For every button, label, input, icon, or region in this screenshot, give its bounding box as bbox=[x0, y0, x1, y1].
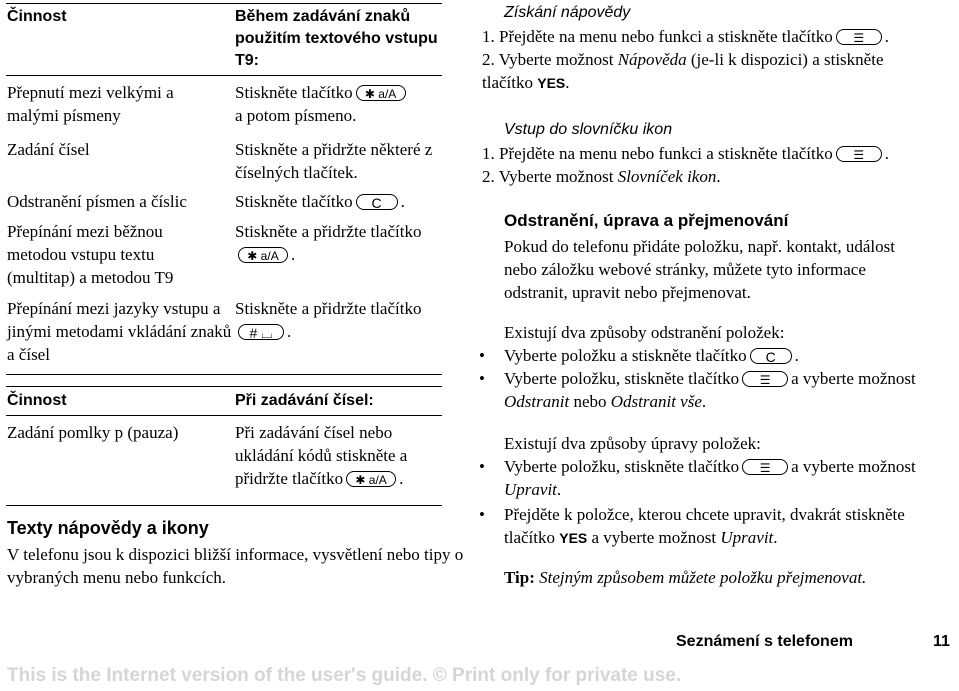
dict-heading: Vstup do slovníčku ikon bbox=[504, 121, 673, 138]
clear-key-icon: C bbox=[356, 194, 398, 210]
table1-header-right: Během zadávání znaků použitím textového vstupu T9: bbox=[235, 8, 438, 69]
tip-label: Tip: bbox=[504, 568, 535, 587]
edit-heading: Odstranění, úprava a přejmenování bbox=[504, 211, 789, 230]
list-item: • Vyberte položku, stiskněte tlačítko ☰ a vyberte možnost Odstranit nebo Odstranit vše. bbox=[479, 369, 916, 411]
table2-header-right: Při zadávání čísel: bbox=[235, 392, 374, 409]
edit-intro: Pokud do telefonu přidáte položku, např. kontakt, událost nebo záložku webové stránky, můžete tyto informace odstranit, upravit nebo přejmenovat. bbox=[504, 237, 895, 302]
table2-row1-right: Při zadávání čísel nebo ukládání kódů stiskněte a přidržte tlačítko ✱ a/A . bbox=[235, 423, 408, 488]
edit-intro-2: Existují dva způsoby úpravy položek: bbox=[504, 434, 761, 453]
table1-row3-left: Odstranění písmen a číslic bbox=[7, 192, 187, 211]
table2-top-rule bbox=[6, 386, 442, 387]
table1-row1-right: Stiskněte tlačítko ✱ a/A a potom písmeno. bbox=[235, 81, 450, 127]
table1-row4-right: Stiskněte a přidržte tlačítko✱ a/A . bbox=[235, 222, 422, 264]
tip bbox=[504, 566, 954, 589]
delete-intro: Existují dva způsoby odstranění položek: bbox=[504, 323, 785, 342]
star-aA-key-icon: ✱ a/A bbox=[346, 471, 396, 487]
table1-top-rule bbox=[6, 3, 442, 4]
table1-row5-left: Přepínání mezi jazyky vstupu a jinými metodami vkládání znaků a čísel bbox=[7, 299, 232, 364]
star-aA-key-icon: ✱ a/A bbox=[238, 247, 288, 263]
tip-text: Stejným způsobem můžete položku přejmenovat. bbox=[539, 568, 867, 587]
dict-step-2: 2. Vyberte možnost Slovníček ikon. bbox=[482, 167, 721, 186]
table1-header-left: Činnost bbox=[7, 8, 67, 25]
menu-key-icon: ☰ bbox=[836, 146, 882, 162]
clear-key-icon: C bbox=[750, 348, 792, 364]
table1-header-rule bbox=[6, 75, 442, 76]
menu-key-icon: ☰ bbox=[836, 29, 882, 45]
help-step-1: 1. Přejděte na menu nebo funkci a stiskněte tlačítko ☰ . bbox=[482, 27, 890, 46]
table1-row2-left: Zadání čísel bbox=[7, 140, 90, 159]
table1-row2-right: Stiskněte a přidržte některé z číselných tlačítek. bbox=[235, 140, 433, 182]
table2-bottom-rule bbox=[6, 505, 442, 506]
dict-step-1: 1. Přejděte na menu nebo funkci a stiskněte tlačítko ☰ . bbox=[482, 144, 890, 163]
help-section-body: V telefonu jsou k dispozici bližší informace, vysvětlení nebo tipy o vybraných menu nebo funkcích. bbox=[7, 545, 464, 587]
table1-bottom-rule bbox=[6, 374, 442, 375]
table2-header-rule bbox=[6, 415, 442, 416]
edit-list bbox=[479, 455, 957, 550]
table1-row5-right: Stiskněte a přidržte tlačítko# ⌴ . bbox=[235, 299, 422, 342]
help-step-2: 2. Vyberte možnost Nápověda (je-li k dispozici) a stiskněte tlačítko YES. bbox=[482, 50, 884, 92]
menu-key-icon: ☰ bbox=[742, 371, 788, 387]
table2-header-left: Činnost bbox=[7, 392, 67, 409]
table1-row4-left: Přepínání mezi běžnou metodou vstupu textu (multitap) a metodou T9 bbox=[7, 222, 174, 287]
menu-key-icon: ☰ bbox=[742, 459, 788, 475]
delete-list bbox=[479, 344, 957, 413]
footer-watermark: This is the Internet version of the user's guide. © Print only for private use. bbox=[7, 665, 682, 686]
table2-row1-left: Zadání pomlky p (pauza) bbox=[7, 423, 179, 442]
help-section-heading: Texty nápovědy a ikony bbox=[7, 518, 209, 538]
list-item: • Vyberte položku, stiskněte tlačítko ☰ a vyberte možnost Upravit. bbox=[479, 457, 916, 499]
list-item: • Vyberte položku a stiskněte tlačítko C . bbox=[479, 346, 799, 366]
table1-row1-left: Přepnutí mezi velkými a malými písmeny bbox=[7, 83, 174, 125]
help-heading: Získání nápovědy bbox=[504, 4, 631, 21]
hash-key-icon: # ⌴ bbox=[238, 324, 284, 340]
table1-row3-right: Stiskněte tlačítko C . bbox=[235, 192, 405, 212]
list-item: • Přejděte k položce, kterou chcete upravit, dvakrát stiskněte tlačítko YES a vyberte možnost Upravit. bbox=[479, 505, 905, 547]
page-number: 11 bbox=[933, 633, 950, 650]
footer-section-title: Seznámení s telefonem bbox=[676, 633, 853, 650]
star-aA-key-icon: ✱ a/A bbox=[356, 85, 406, 101]
